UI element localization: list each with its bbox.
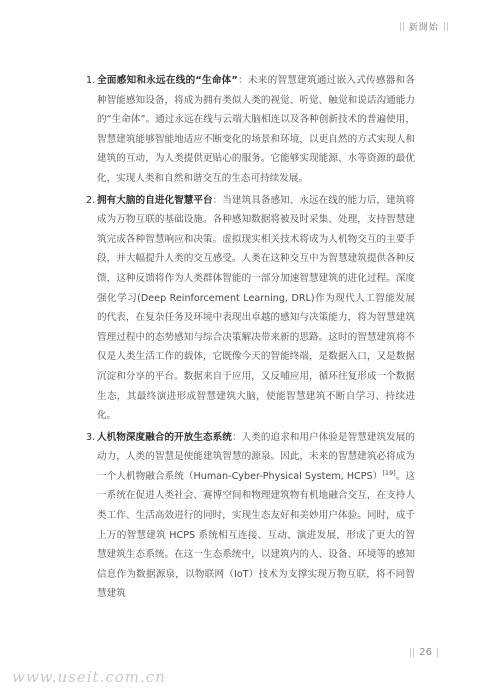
item-body: ：未来的智慧建筑通过嵌入式传感器和各种智能感知设备，将成为拥有类似人类的视觉、听觉、触觉和说话沟通能力的“生命体”。通过永远在线与云端大脑相连以及各种创新技术的普遍使用，智慧建筑能够智能地适应不断变化的场景和环境，以更自然的方式实现人和建筑的互动，为人类提供更贴心的服务。它能够实现能源、水等资源的最优化，实现人类和自然和谐交互的生态可持续发展。: [97, 75, 415, 184]
list-item-3: [86, 428, 416, 604]
citation-marker: [19]: [382, 468, 396, 477]
item-title: 全面感知和永远在线的“生命体”: [97, 75, 238, 86]
body-content: [86, 71, 416, 604]
item-number: 3.: [86, 431, 96, 443]
item-body-part1: ：人类的追求和用户体验是智慧建筑发展的动力，人类的智慧是使能建筑智慧的源泉。因此，未来的智慧建筑必将成为一个人机物融合系统（Human-Cyber-Physical System, HCPS）: [97, 431, 416, 482]
list-item-2: [86, 191, 416, 426]
item-body: ：当建筑具备感知、永远在线的能力后，建筑将成为万物互联的基础设施。各种感知数据将被及时采集、处理，支持智慧建筑完成各种智慧响应和决策。虚拟现实相关技术将成为人机物交互的主要手段，并大幅提升人类的交互感受。人类在这种交互中为智慧建筑提供各种反馈，这种反馈将作为人类群体智能的一部分加速智慧建筑的进化过程。深度强化学习(Deep Reinforcement Learning, DRL)作为现代人工智能发展的代表，在复杂任务及环境中表现出卓越的感知与决策能力，将为智慧建筑管理过程中的态势感知与综合决策解决带来新的思路。这时的智慧建筑将不仅是人类生活工作的载体，它既像今天的智能终端，是数据入口，又是数据沉淀和分享的平台。数据来自于应用，又反哺应用，循环往复形成一个数据生态，其最终演进形成智慧建筑大脑，使能智慧建筑不断自学习、持续进化。: [97, 194, 416, 422]
footer-bars-right: |: [435, 647, 439, 658]
item-number: 1.: [86, 75, 96, 86]
item-title: 人机物深度融合的开放生态系统: [97, 431, 232, 443]
list-item-1: [86, 71, 415, 189]
item-number: 2.: [86, 194, 96, 206]
watermark: www.useit.com.cn: [12, 668, 166, 686]
running-header: [399, 20, 449, 33]
page-number: 26: [419, 647, 432, 658]
item-body-part2: 。这一系统在促进人类社会、赛博空间和物理建筑物有机地融合交互，在支持人类工作、生活高效进行的同时，实现生态友好和美妙用户体验。同时，成千上万的智慧建筑 HCPS 系统相互连接、互动、演进发展，形成了更大的智慧建筑生态系统。在这一生态系统中，以建筑内的人、设备、环境等的感知信息作为数据源泉，以物联网（IoT）技术为支撑实现万物互联，将不同智慧建筑: [97, 470, 415, 600]
footer-bars-left: ||: [409, 647, 416, 658]
page-footer: [409, 647, 439, 658]
section-title: 新開始: [408, 23, 439, 33]
header-bars-left: ||: [398, 21, 405, 32]
item-title: 拥有大脑的自进化智慧平台: [97, 194, 213, 206]
header-bars-right: ||: [442, 21, 449, 32]
